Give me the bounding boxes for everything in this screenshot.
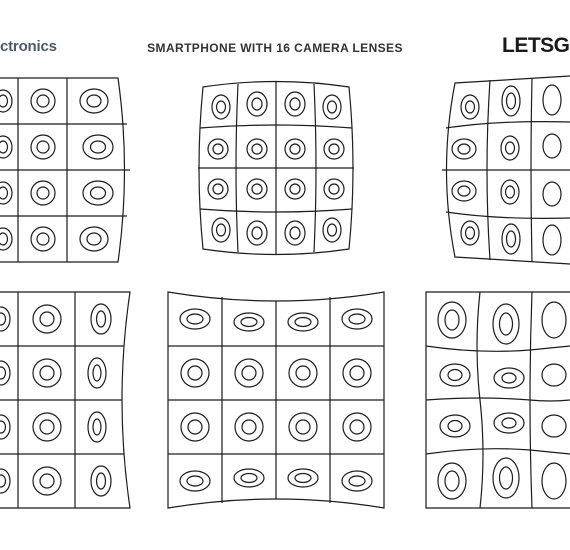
array-frame [426, 292, 570, 508]
lens-inner [252, 98, 262, 110]
lens-inner [329, 144, 339, 154]
lens-inner [328, 224, 337, 236]
lens-outer [235, 413, 263, 441]
lens-outer [0, 182, 12, 204]
lens-inner [242, 420, 256, 434]
lens-inner [40, 474, 54, 488]
lens-outer [83, 181, 113, 205]
lens-outer [543, 85, 561, 115]
lens-outer [80, 89, 108, 113]
lens-inner [0, 233, 8, 245]
lens-inner [93, 365, 101, 381]
brand-left-logo: ctronics [0, 38, 57, 55]
lens-inner [37, 187, 49, 199]
lens-inner [502, 373, 516, 383]
lens-inner [87, 233, 101, 245]
lens-outer [180, 309, 210, 329]
lens-inner [349, 476, 365, 486]
lens-inner [97, 311, 106, 327]
lens-array-5 [168, 292, 384, 508]
lens-inner [290, 144, 300, 154]
lens-inner [502, 418, 516, 428]
lens-outer [342, 471, 372, 491]
lens-outer [343, 413, 371, 441]
lens-array-2 [198, 82, 354, 255]
lens-inner [290, 227, 300, 239]
lens-outer [493, 458, 519, 498]
lens-array-4 [0, 292, 130, 508]
lens-array-3 [442, 76, 570, 264]
lens-outer [88, 358, 106, 388]
lens-outer [343, 359, 371, 387]
lens-outer [285, 179, 305, 199]
lens-inner [37, 141, 49, 153]
lens-outer [234, 469, 264, 487]
lens-outer [33, 359, 61, 387]
lens-inner [213, 144, 223, 154]
lens-outer [247, 179, 267, 199]
lens-inner [93, 419, 101, 435]
lens-inner [187, 314, 203, 324]
lens-outer [440, 415, 470, 437]
lens-outer [494, 413, 524, 433]
lens-inner [296, 420, 310, 434]
lens-outer [440, 364, 470, 386]
lens-outer [438, 463, 466, 499]
lens-inner [296, 366, 310, 380]
lens-outer [285, 221, 305, 245]
lens-inner [350, 420, 364, 434]
lens-inner [37, 95, 49, 107]
lens-inner [458, 144, 470, 154]
lens-inner [466, 227, 475, 239]
lens-outer [181, 359, 209, 387]
lens-inner [466, 101, 475, 113]
lens-outer [452, 139, 476, 159]
lens-array-6 [426, 292, 570, 508]
lens-inner [217, 224, 226, 236]
lens-inner [445, 471, 459, 491]
lens-outer [0, 136, 12, 158]
lens-outer [91, 466, 111, 496]
lens-inner [241, 318, 257, 327]
lens-outer [0, 90, 12, 112]
lens-inner [87, 95, 101, 107]
lens-inner [0, 421, 6, 433]
lens-inner [242, 366, 256, 380]
lens-outer [543, 182, 561, 206]
lens-outer [502, 86, 520, 116]
lens-outer [288, 469, 318, 487]
lens-outer [461, 95, 479, 119]
lens-inner [500, 467, 513, 489]
lens-outer [324, 139, 344, 159]
grid-line [477, 292, 483, 508]
lens-inner [213, 184, 223, 194]
lens-inner [507, 231, 516, 247]
lens-outer [501, 180, 519, 204]
lens-outer [31, 135, 55, 159]
lens-outer [235, 359, 263, 387]
lens-outer [289, 359, 317, 387]
lens-inner [91, 187, 106, 199]
lens-outer [502, 224, 520, 254]
grid-line [426, 346, 570, 351]
lens-outer [285, 92, 305, 116]
lens-inner [91, 141, 106, 153]
lens-outer [543, 225, 561, 255]
grid-line [446, 212, 570, 218]
lens-outer [247, 139, 267, 159]
lens-inner [0, 141, 8, 153]
lens-inner [187, 476, 203, 486]
lens-inner [290, 98, 300, 110]
lens-inner [0, 475, 6, 487]
lens-inner [97, 473, 106, 489]
lens-inner [349, 314, 365, 324]
lens-outer [33, 413, 61, 441]
lens-outer [180, 471, 210, 491]
lens-inner [217, 101, 226, 113]
lens-outer [80, 227, 108, 251]
lens-inner [40, 312, 54, 326]
lens-inner [37, 233, 49, 245]
lens-outer [461, 221, 479, 245]
lens-inner [507, 93, 516, 109]
lens-outer [212, 95, 230, 119]
lens-inner [0, 187, 8, 199]
lens-inner [350, 366, 364, 380]
lens-inner [295, 318, 311, 327]
lens-outer [31, 227, 55, 251]
lens-outer [285, 139, 305, 159]
brand-right-logo: LETSG [502, 34, 570, 57]
lens-outer [208, 139, 228, 159]
lens-outer [288, 313, 318, 331]
lens-outer [342, 309, 372, 329]
grid-line [446, 122, 570, 128]
lens-inner [40, 366, 54, 380]
lens-inner [329, 184, 339, 194]
lens-outer [542, 364, 566, 386]
lens-inner [448, 421, 462, 432]
lens-outer [91, 304, 111, 334]
lens-inner [290, 184, 300, 194]
lens-outer [542, 415, 566, 437]
lens-outer [493, 304, 519, 344]
lens-inner [40, 420, 54, 434]
lens-outer [324, 179, 344, 199]
lens-inner [445, 310, 459, 330]
lens-outer [33, 305, 61, 333]
lens-outer [494, 368, 524, 388]
lens-outer [181, 413, 209, 441]
lens-outer [501, 136, 519, 160]
lens-outer [289, 413, 317, 441]
lens-outer [31, 181, 55, 205]
lens-inner [252, 227, 262, 239]
lens-inner [241, 474, 257, 483]
lens-outer [247, 221, 267, 245]
lens-inner [0, 313, 6, 325]
lens-inner [188, 420, 202, 434]
lens-outer [542, 463, 566, 499]
lens-outer [452, 181, 476, 201]
grid-line [426, 398, 570, 401]
lens-inner [458, 186, 470, 196]
page-title: SMARTPHONE WITH 16 CAMERA LENSES [147, 41, 403, 55]
lens-outer [438, 302, 466, 338]
lens-outer [33, 467, 61, 495]
lens-inner [252, 144, 262, 154]
grid-line [426, 449, 570, 454]
lens-outer [212, 218, 230, 242]
lens-outer [234, 313, 264, 331]
lens-inner [500, 313, 513, 335]
lens-outer [208, 179, 228, 199]
lens-inner [506, 186, 515, 198]
lens-inner [0, 367, 6, 379]
lens-inner [448, 370, 462, 381]
lens-array-1 [0, 78, 130, 262]
lens-inner [188, 366, 202, 380]
lens-inner [295, 474, 311, 483]
lens-outer [542, 302, 566, 338]
lens-outer [543, 134, 561, 158]
lens-inner [506, 142, 515, 154]
lens-outer [247, 92, 267, 116]
lens-outer [323, 95, 341, 119]
lens-outer [31, 89, 55, 113]
lens-outer [88, 412, 106, 442]
lens-inner [328, 101, 337, 113]
lens-inner [0, 95, 8, 107]
lens-inner [252, 184, 262, 194]
lens-outer [83, 135, 113, 159]
lens-outer [323, 218, 341, 242]
lens-outer [0, 228, 12, 250]
